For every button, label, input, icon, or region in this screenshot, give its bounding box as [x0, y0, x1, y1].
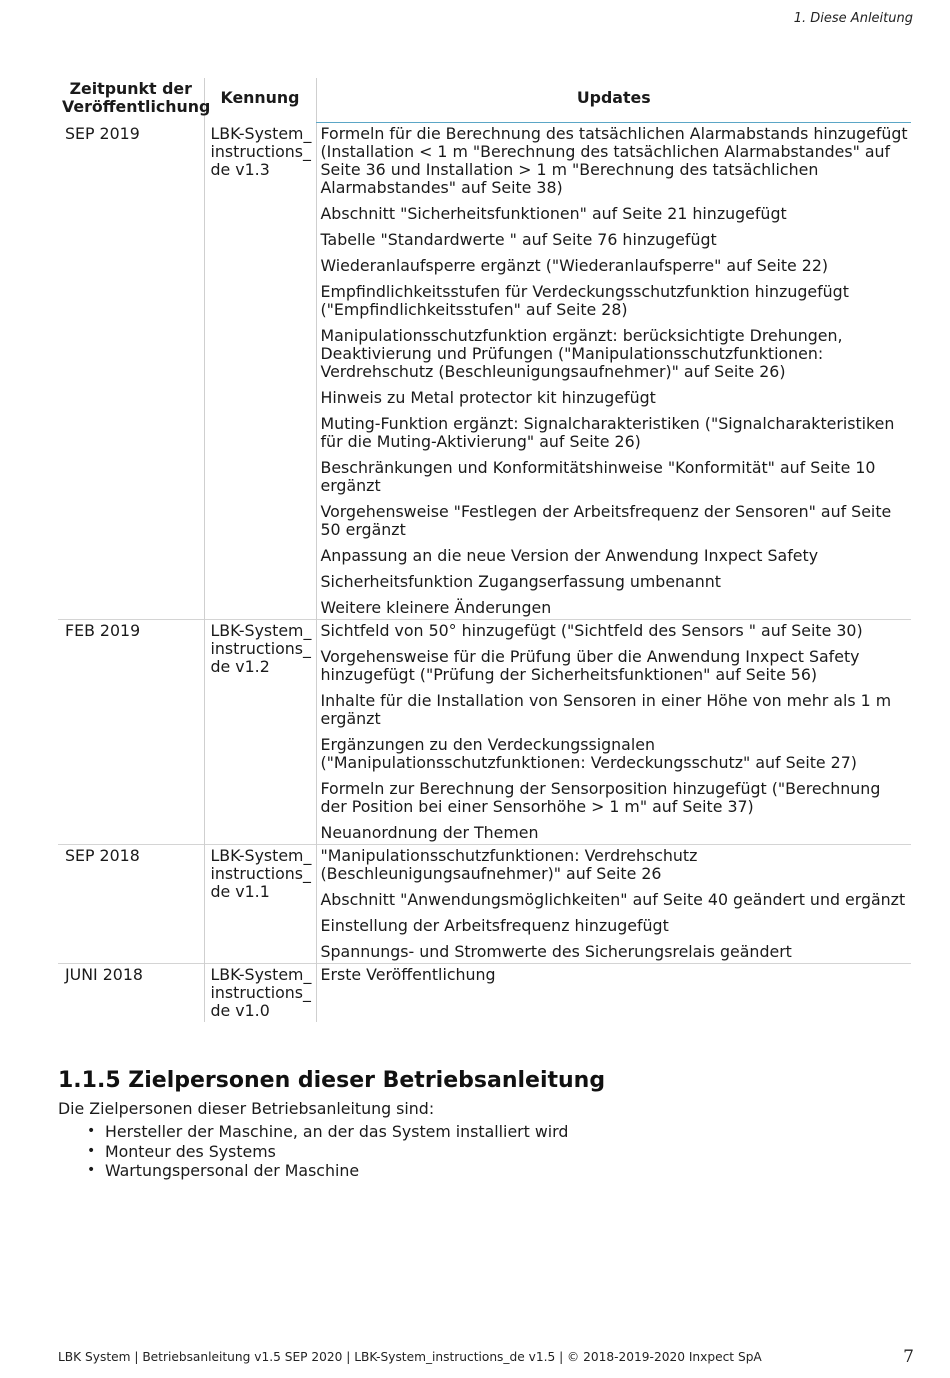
bullet-icon: • — [87, 1162, 96, 1178]
update-entry: Erste Veröffentlichung — [320, 965, 496, 984]
update-entry: Vorgehensweise "Festlegen der Arbeitsfrequenz der Sensoren" auf Seite 50 ergänzt — [320, 502, 892, 539]
update-entry: Empfindlichkeitsstufen für Verdeckungsschutzfunktion hinzugefügt ("Empfindlichkeitsstufen" auf Seite 28) — [320, 282, 849, 319]
audience-list — [58, 1122, 918, 1181]
table-row — [58, 123, 911, 620]
update-entry: Spannungs- und Stromwerte des Sicherungsrelais geändert — [320, 942, 792, 961]
section-intro: Die Zielpersonen dieser Betriebsanleitung sind: — [58, 1099, 435, 1118]
update-entry: Inhalte für die Installation von Sensoren in einer Höhe von mehr als 1 m ergänzt — [320, 691, 892, 728]
update-entry: Muting-Funktion ergänzt: Signalcharakteristiken ("Signalcharakteristiken für die Muting-Aktivierung" auf Seite 26) — [320, 414, 895, 451]
release-date-cell: SEP 2019 — [65, 123, 140, 143]
update-entry: Abschnitt "Anwendungsmöglichkeiten" auf Seite 40 geändert und ergänzt — [320, 890, 906, 909]
list-item-text: Wartungspersonal der Maschine — [105, 1161, 360, 1180]
update-entry: Anpassung an die neue Version der Anwendung Inxpect Safety — [320, 546, 819, 565]
release-date-cell: JUNI 2018 — [58, 964, 204, 1023]
table-row — [58, 964, 911, 1023]
audience-section — [58, 1067, 918, 1181]
list-item-text: Hersteller der Maschine, an der das System installiert wird — [105, 1122, 569, 1141]
column-header-id: Kennung — [204, 78, 316, 123]
update-entry: Manipulationsschutzfunktion ergänzt: berücksichtigte Drehungen, Deaktivierung und Prüfungen ("Manipulationsschutzfunktionen: Verdrehschutz (Beschleunigungsaufnehmer)" auf Seite 26) — [320, 326, 843, 381]
updates-cell — [316, 845, 911, 964]
bullet-icon: • — [87, 1123, 96, 1139]
bullet-icon: • — [87, 1142, 96, 1159]
section-heading: 1.1.5 Zielpersonen dieser Betriebsanleitung — [58, 1068, 606, 1093]
document-id-cell: LBK-System_ instructions_ de v1.3 — [204, 123, 316, 620]
page-number: 7 — [903, 1347, 914, 1367]
table-body — [58, 123, 911, 1023]
update-entry: Formeln für die Berechnung des tatsächlichen Alarmabstands hinzugefügt (Installation < 1 m "Berechnung des tatsächlichen Alarmabstandes" auf Seite 36 und Installation > 1 m "Berechnung des tatsächlichen Alarmabstandes" auf Seite 38) — [320, 124, 908, 197]
document-id-cell: LBK-System_ instructions_ de v1.0 — [204, 964, 316, 1023]
list-item — [87, 1161, 918, 1181]
update-entry: Hinweis zu Metal protector kit hinzugefügt — [320, 388, 656, 407]
update-entry: Ergänzungen zu den Verdeckungssignalen ("Manipulationsschutzfunktionen: Verdeckungsschutz" auf Seite 27) — [320, 735, 857, 772]
update-entry: Sicherheitsfunktion Zugangserfassung umbenannt — [320, 572, 721, 591]
update-entry: Tabelle "Standardwerte " auf Seite 76 hinzugefügt — [320, 230, 717, 249]
list-item — [87, 1141, 918, 1162]
updates-cell — [316, 620, 911, 845]
updates-cell — [316, 123, 911, 620]
update-entry: "Manipulationsschutzfunktionen: Verdrehschutz (Beschleunigungsaufnehmer)" auf Seite 26 — [320, 846, 698, 883]
update-entry: Abschnitt "Sicherheitsfunktionen" auf Seite 21 hinzugefügt — [320, 204, 787, 223]
updates-cell — [316, 964, 911, 1023]
document-id-cell: LBK-System_ instructions_ de v1.2 — [204, 620, 316, 845]
update-entry: Einstellung der Arbeitsfrequenz hinzugefügt — [320, 916, 669, 935]
update-entry: Weitere kleinere Änderungen — [320, 598, 552, 617]
column-header-date: Zeitpunkt der Veröffentlichung — [62, 79, 211, 117]
list-item — [87, 1122, 918, 1142]
running-header: 1. Diese Anleitung — [793, 11, 913, 26]
update-entry: Wiederanlaufsperre ergänzt ("Wiederanlaufsperre" auf Seite 22) — [320, 256, 829, 275]
update-entry: Formeln zur Berechnung der Sensorposition hinzugefügt ("Berechnung der Position bei einer Sensorhöhe > 1 m" auf Seite 37) — [320, 779, 881, 816]
update-entry: Vorgehensweise für die Prüfung über die Anwendung Inxpect Safety hinzugefügt ("Prüfung der Sicherheitsfunktionen" auf Seite 56) — [320, 647, 860, 684]
table-row — [58, 620, 911, 845]
table-header-row — [58, 78, 911, 123]
page-footer — [58, 1347, 914, 1367]
list-item-text: Monteur des Systems — [105, 1141, 276, 1161]
footer-text: LBK System | Betriebsanleitung v1.5 SEP 2020 | LBK-System_instructions_de v1.5 | © 2018-2019-2020 Inxpect SpA — [58, 1350, 762, 1364]
column-header-updates: Updates — [316, 78, 911, 123]
release-date-cell: FEB 2019 — [58, 620, 204, 845]
table-row — [58, 845, 911, 964]
revision-history-table — [58, 78, 911, 1022]
update-entry: Beschränkungen und Konformitätshinweise "Konformität" auf Seite 10 ergänzt — [320, 458, 876, 495]
release-date-cell: SEP 2018 — [58, 845, 204, 964]
update-entry: Neuanordnung der Themen — [320, 823, 539, 842]
update-entry: Sichtfeld von 50° hinzugefügt ("Sichtfeld des Sensors " auf Seite 30) — [320, 621, 863, 640]
document-id-cell: LBK-System_ instructions_ de v1.1 — [204, 845, 316, 964]
